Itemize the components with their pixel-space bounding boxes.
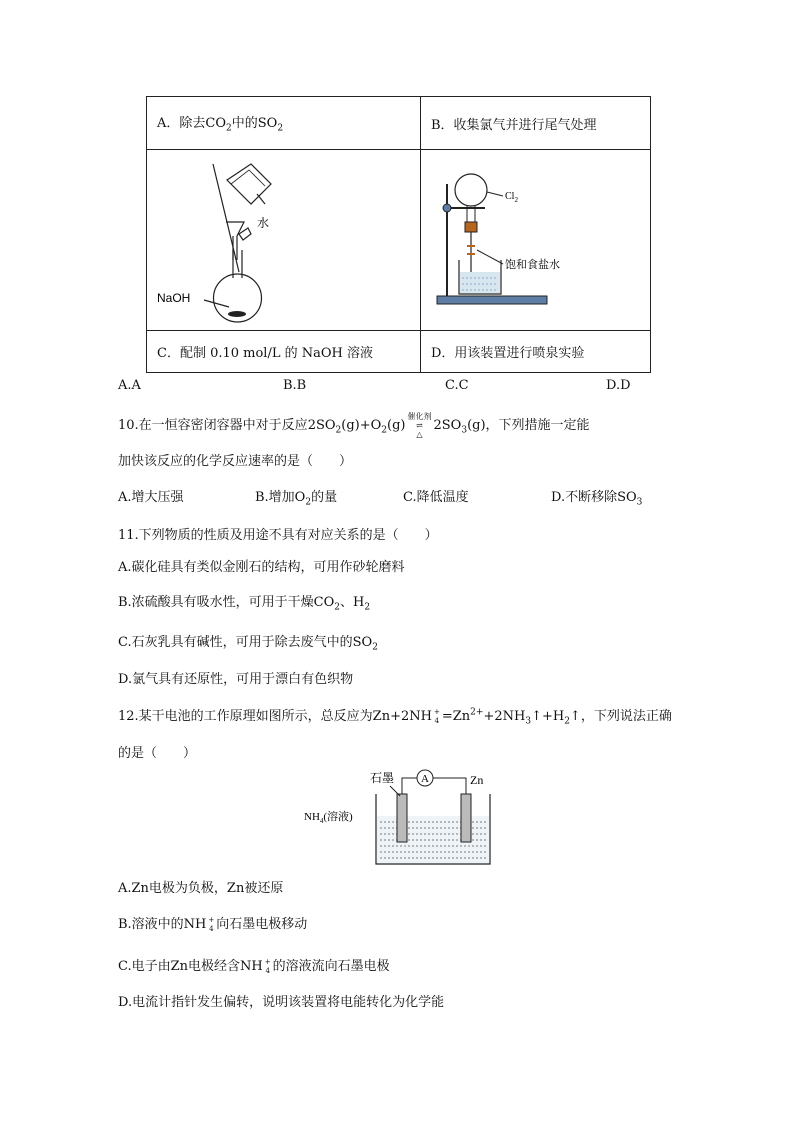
naoh-label: NaOH — [157, 291, 191, 305]
q11-option-c[interactable]: C.石灰乳具有碱性，可用于除去废气中的$SO_2$ — [118, 635, 378, 653]
q12-option-c[interactable]: C.电子由Zn电极经含NH + 4 的溶液流向石墨电极 — [118, 957, 390, 975]
q9-option-c[interactable]: C.C — [445, 378, 469, 393]
q12-option-a[interactable]: A.Zn电极为负极，Zn被还原 — [118, 881, 284, 896]
q10-option-b[interactable]: B.增加$O_2$的量 — [255, 490, 338, 508]
figure-b-gas-collection — [421, 150, 651, 331]
catalyst-arrow: 催化剂 ⇌ △ — [407, 412, 432, 439]
brine-label: 饱和食盐水 — [505, 258, 560, 271]
q12-option-b[interactable]: B.溶液中的NH + 4 向石墨电极移动 — [118, 915, 308, 933]
zn-label: Zn — [470, 773, 484, 787]
ammeter-label: A — [421, 773, 429, 785]
cell-a-label: A．除去$CO_2$中的$SO_2$ — [147, 97, 421, 150]
graphite-label: 石墨 — [370, 771, 395, 785]
figure-a-volumetric-flask — [147, 150, 421, 331]
battery-diagram — [300, 764, 495, 868]
gas-collection-diagram — [421, 150, 650, 326]
water-label: 水 — [257, 216, 270, 230]
q10-option-d[interactable]: D.不断移除$SO_3$ — [551, 490, 643, 508]
q11-option-b[interactable]: B.浓硫酸具有吸水性，可用于干燥$CO_2$、$H_2$ — [118, 595, 371, 613]
q11-option-a[interactable]: A.碳化硅具有类似金刚石的结构，可用作砂轮磨料 — [118, 560, 405, 575]
cell-c-label: C．配制 0.10 mol/L 的 NaOH 溶液 — [147, 331, 421, 373]
q12-option-d[interactable]: D.电流计指针发生偏转，说明该装置将电能转化为化学能 — [118, 995, 445, 1010]
cell-b-label: B．收集氯气并进行尾气处理 — [421, 97, 651, 150]
q9-table — [146, 96, 651, 373]
q10-stem: 10.在一恒容密闭容器中对于反应$2SO_2(g)+O_2(g)$催化剂 ⇌ $\triangle 2SO_3(g)$，下列措施一定能 — [118, 412, 590, 439]
cell-d-label: D．用该装置进行喷泉实验 — [421, 331, 651, 373]
q11-option-d[interactable]: D.氯气具有还原性，可用于漂白有色织物 — [118, 672, 354, 687]
q9-option-b[interactable]: B.B — [283, 378, 307, 393]
q9-option-d[interactable]: D.D — [606, 378, 631, 393]
q9-option-a[interactable]: A.A — [118, 378, 141, 393]
q10-stem-2: 加快该反应的化学反应速率的是（ ） — [118, 454, 353, 469]
flask-diagram — [147, 150, 420, 326]
q10-option-a[interactable]: A.增大压强 — [118, 490, 184, 505]
q11-stem: 11.下列物质的性质及用途不具有对应关系的是（ ） — [118, 528, 438, 543]
q12-stem: 12.某干电池的工作原理如图所示，总反应为Zn+2NH + $4 =Zn^{2+}+2NH_3↑+H_2↑$，下列说法正确 — [118, 707, 672, 727]
nh4-solution-label: $NH_4$(溶液) — [304, 811, 353, 825]
cl2-label: $Cl_2$ — [505, 191, 518, 204]
q10-option-c[interactable]: C.降低温度 — [403, 490, 469, 505]
q12-stem-2: 的是（ ） — [118, 746, 197, 761]
